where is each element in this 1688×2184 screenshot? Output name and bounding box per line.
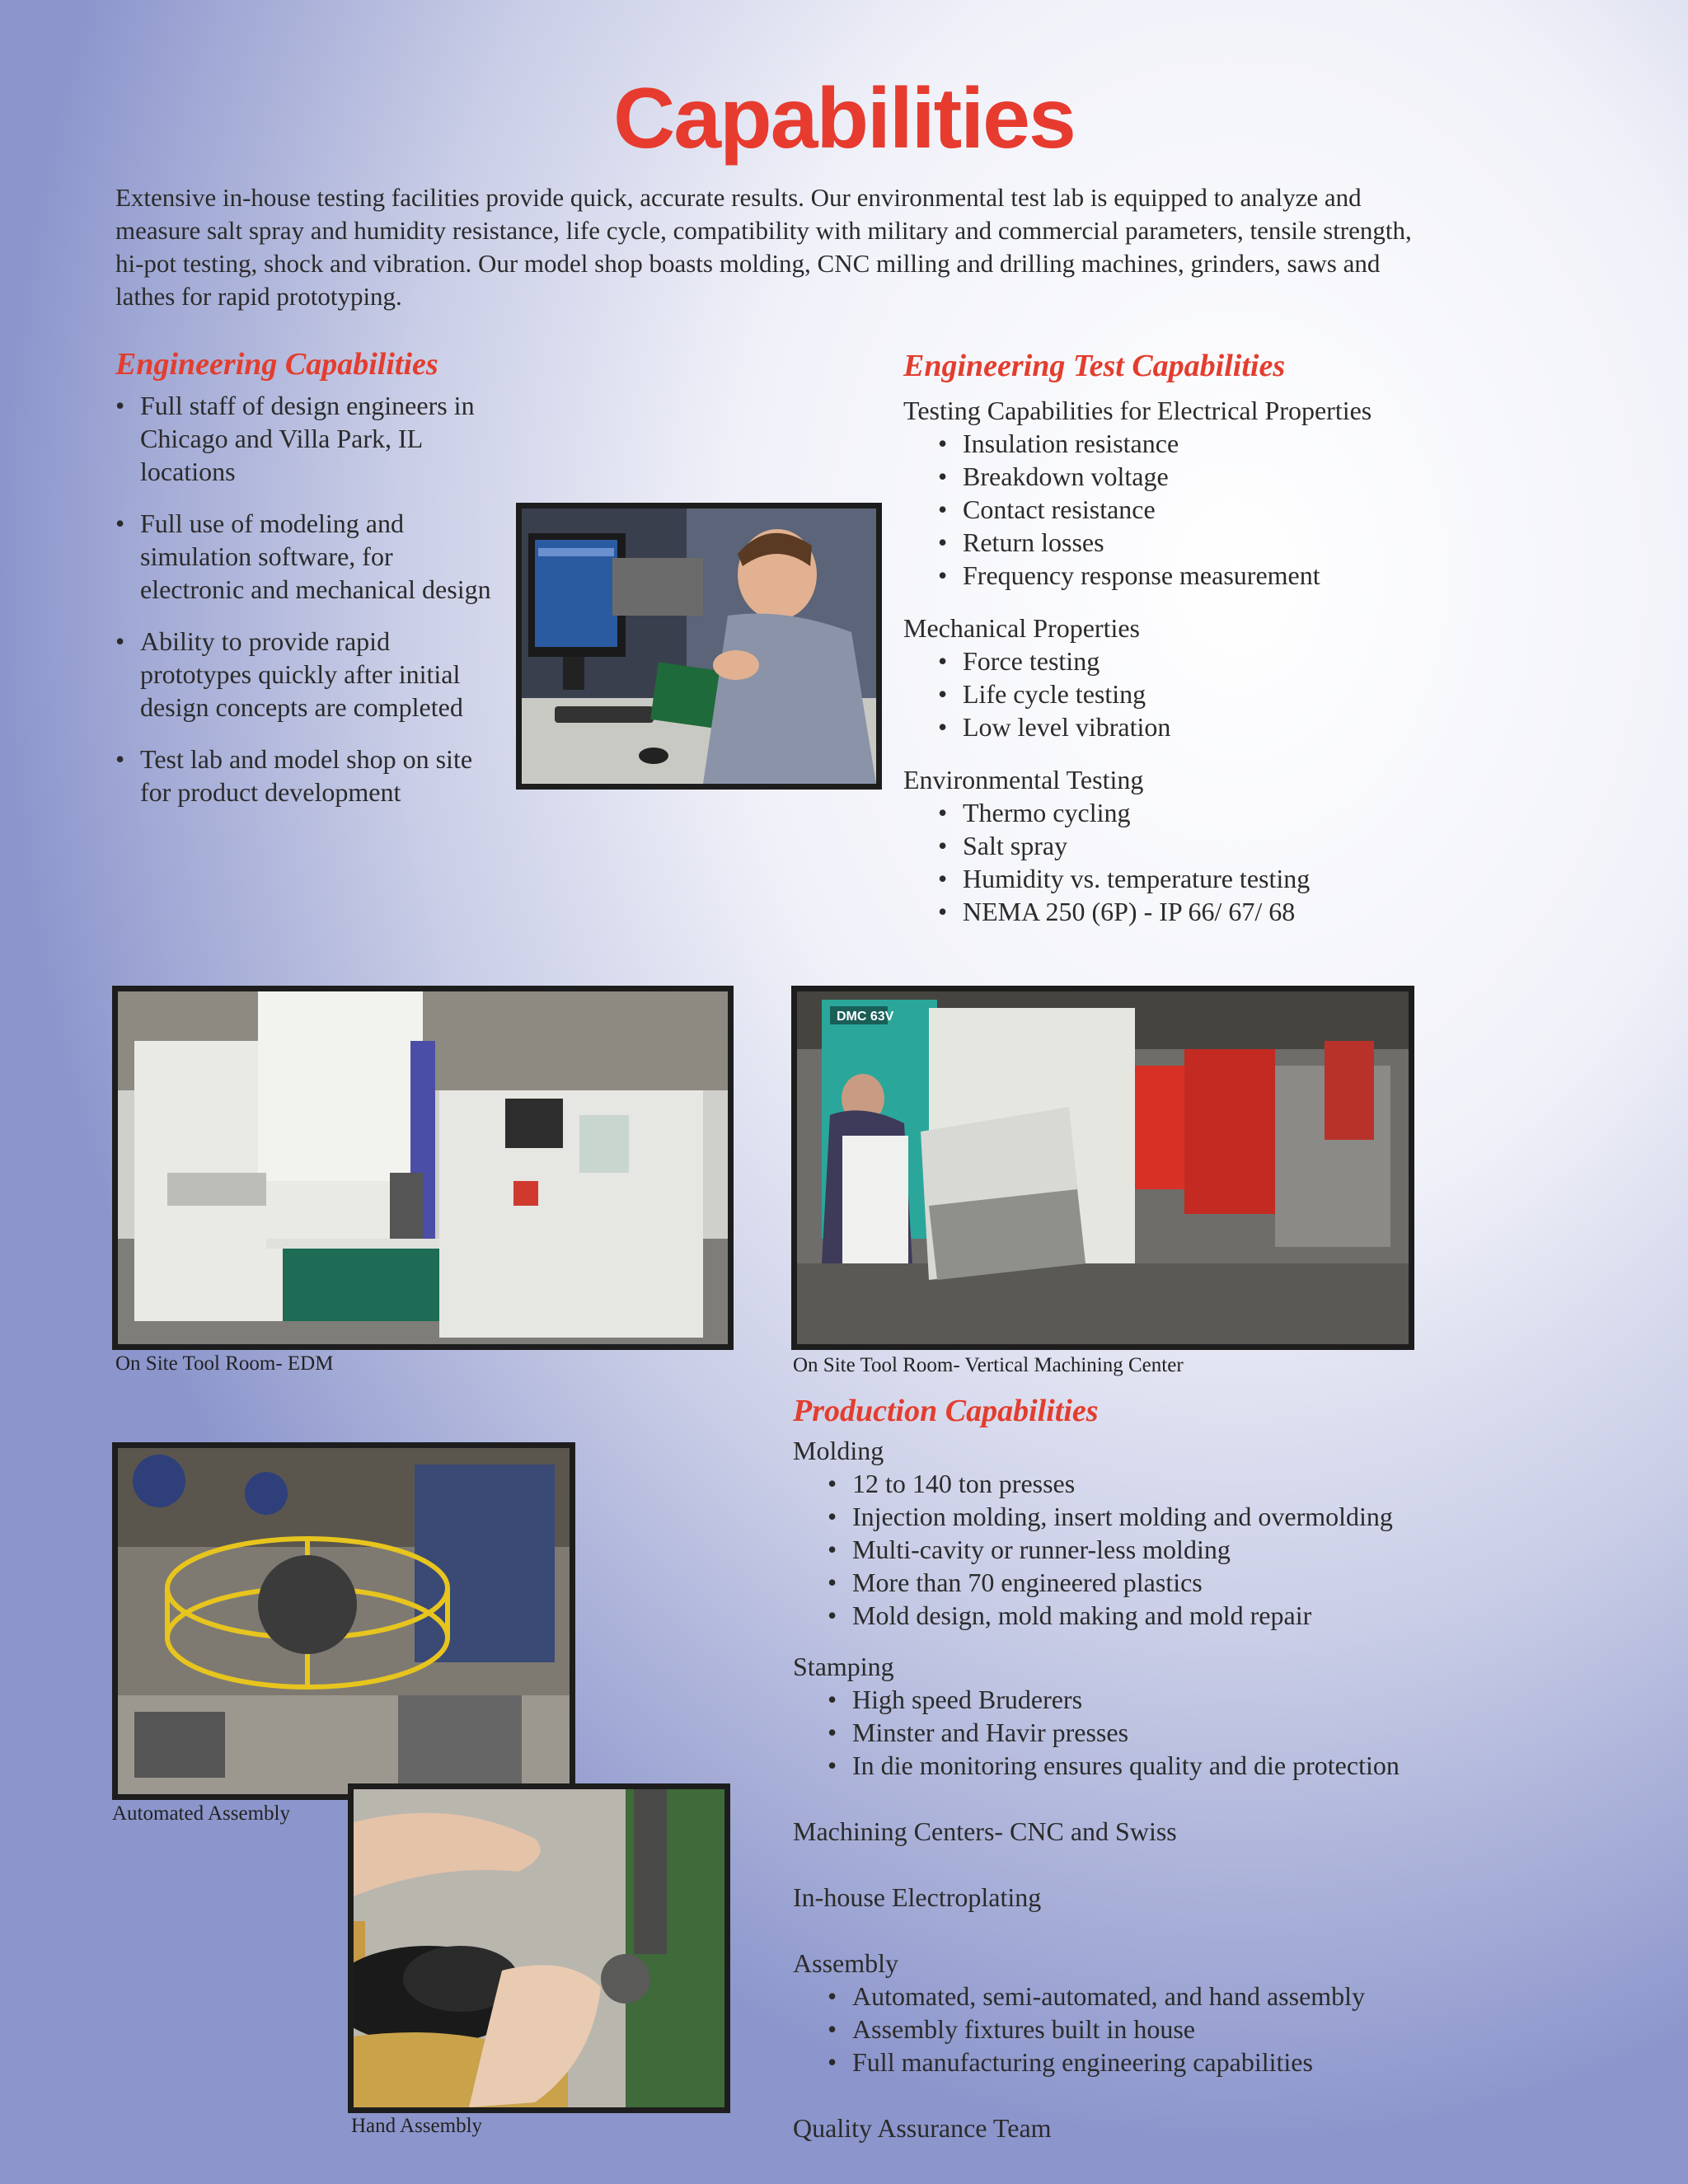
list-item: • Salt spray: [938, 829, 1530, 862]
engineering-section: [115, 346, 503, 827]
page-title: Capabilities: [613, 71, 1075, 166]
mechanical-list: [903, 644, 1530, 743]
intro-paragraph: Extensive in-house testing facilities provide quick, accurate results. Our environmental test lab is equipped to analyze and measure salt spray and humidity resistance, life cycle, compatibility with military and commercial parameters, tensile strength, hi-pot testing, shock and vibration. Our model shop boasts molding, CNC milling and drilling machines, grinders, saws and lathes for rapid prototyping.: [115, 183, 1412, 311]
list-item: • Life cycle testing: [938, 677, 1530, 710]
list-item: • Return losses: [938, 526, 1530, 559]
hand-assembly-photo: [348, 1783, 730, 2113]
list-item: • Full manufacturing engineering capabilities: [828, 2046, 1535, 2079]
production-heading: Production Capabilities: [793, 1394, 1099, 1428]
group-title: Assembly: [793, 1948, 898, 1978]
automated-caption: Automated Assembly: [112, 1802, 290, 1825]
list-item: • Contact resistance: [938, 493, 1530, 526]
assembly-list: [793, 1980, 1535, 2079]
group-title: Testing Capabilities for Electrical Properties: [903, 396, 1372, 425]
environmental-group: [903, 763, 1530, 928]
list-item: • Test lab and model shop on site for product development: [115, 743, 503, 808]
machine-label: DMC 63V: [837, 1010, 894, 1024]
list-item: • Breakdown voltage: [938, 460, 1530, 493]
list-item: • High speed Bruderers: [828, 1683, 1535, 1716]
molding-group: [793, 1434, 1535, 1632]
edm-photo: [112, 986, 734, 1350]
list-item: • Insulation resistance: [938, 427, 1530, 460]
assembly-group: [793, 1947, 1535, 2079]
stamping-list: [793, 1683, 1535, 1782]
environmental-list: [903, 796, 1530, 928]
vmc-photo: [791, 986, 1414, 1350]
list-item: • Ability to provide rapid prototypes quickly after initial design concepts are completed: [115, 625, 503, 724]
group-title: Mechanical Properties: [903, 613, 1140, 643]
list-item: • Humidity vs. temperature testing: [938, 862, 1530, 895]
list-item: • Multi-cavity or runner-less molding: [828, 1533, 1535, 1566]
list-item: • Mold design, mold making and mold repair: [828, 1599, 1535, 1632]
test-heading: Engineering Test Capabilities: [903, 349, 1286, 383]
list-item: • More than 70 engineered plastics: [828, 1566, 1535, 1599]
engineering-heading: Engineering Capabilities: [115, 347, 438, 382]
stamping-group: [793, 1650, 1535, 1782]
list-item: • Minster and Havir presses: [828, 1716, 1535, 1749]
group-title: Environmental Testing: [903, 765, 1144, 794]
electroplating-line: In-house Electroplating: [793, 1882, 1042, 1912]
list-item: • Low level vibration: [938, 710, 1530, 743]
vmc-caption: On Site Tool Room- Vertical Machining Center: [793, 1354, 1184, 1376]
test-section: [903, 348, 1530, 944]
engineer-photo: [516, 503, 882, 790]
list-item: • 12 to 140 ton presses: [828, 1467, 1535, 1500]
engineering-list: [115, 389, 503, 808]
electrical-group: [903, 394, 1530, 592]
group-title: Stamping: [793, 1652, 894, 1681]
list-item: • Frequency response measurement: [938, 559, 1530, 592]
list-item: • Injection molding, insert molding and overmolding: [828, 1500, 1535, 1533]
mechanical-group: [903, 612, 1530, 743]
list-item: • Thermo cycling: [938, 796, 1530, 829]
group-title: Molding: [793, 1436, 884, 1465]
machining-line: Machining Centers- CNC and Swiss: [793, 1816, 1177, 1846]
list-item: • NEMA 250 (6P) - IP 66/ 67/ 68: [938, 895, 1530, 928]
quality-line: Quality Assurance Team: [793, 2113, 1052, 2143]
list-item: • Assembly fixtures built in house: [828, 2013, 1535, 2046]
list-item: • In die monitoring ensures quality and die protection: [828, 1749, 1535, 1782]
hand-caption: Hand Assembly: [351, 2115, 483, 2137]
list-item: • Full staff of design engineers in Chicago and Villa Park, IL locations: [115, 389, 503, 488]
production-section: [793, 1393, 1535, 2144]
edm-caption: On Site Tool Room- EDM: [115, 1352, 334, 1375]
molding-list: [793, 1467, 1535, 1632]
electrical-list: [903, 427, 1530, 592]
automated-assembly-photo: [112, 1442, 575, 1800]
list-item: • Automated, semi-automated, and hand assembly: [828, 1980, 1535, 2013]
list-item: • Full use of modeling and simulation software, for electronic and mechanical design: [115, 507, 503, 606]
list-item: • Force testing: [938, 644, 1530, 677]
